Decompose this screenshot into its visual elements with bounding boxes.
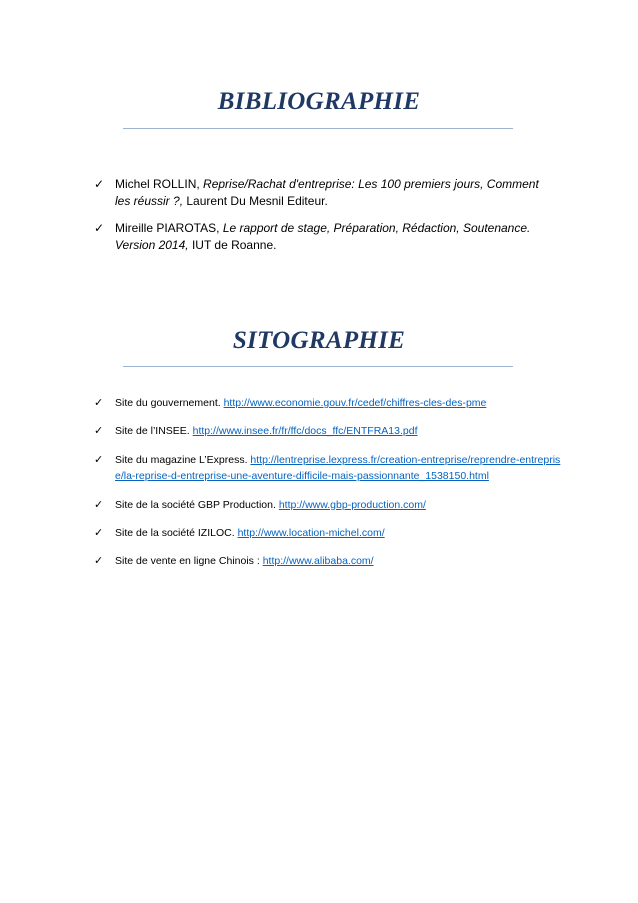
- bibliography-item: [94, 220, 554, 254]
- checkmark-icon: ✓: [94, 498, 104, 511]
- bibliography-author: Mireille PIAROTAS,: [115, 221, 220, 235]
- site-link[interactable]: http://www.economie.gouv.fr/cedef/chiffres-cles-des-pme: [223, 397, 487, 409]
- sitography-item: [94, 395, 554, 411]
- sitography-item-text: [115, 525, 554, 541]
- checkmark-icon: ✓: [94, 526, 104, 539]
- bibliography-item-text: [115, 176, 554, 210]
- checkmark-icon: ✓: [94, 424, 104, 437]
- sitography-item-text: [115, 452, 564, 484]
- sitography-item-text: [115, 423, 554, 439]
- bibliography-publisher: Laurent Du Mesnil Editeur.: [186, 194, 328, 208]
- site-link[interactable]: http://www.insee.fr/fr/ffc/docs_ffc/ENTFRA13.pdf: [192, 425, 418, 437]
- site-label: Site du gouvernement.: [115, 397, 221, 409]
- checkmark-icon: ✓: [94, 396, 104, 409]
- sitography-divider: [123, 366, 513, 367]
- site-label: Site de vente en ligne Chinois :: [115, 555, 260, 567]
- sitography-item: [94, 452, 564, 484]
- site-label: Site de la société GBP Production.: [115, 499, 276, 511]
- bibliography-title: Reprise/Rachat d'entreprise: Les 100 premiers jours, Comment les réussir ?,: [115, 177, 539, 208]
- sitography-item: [94, 525, 554, 541]
- bibliography-heading: BIBLIOGRAPHIE: [217, 88, 421, 115]
- site-link[interactable]: http://www.location-michel.com/: [237, 527, 385, 539]
- sitography-heading: SITOGRAPHIE: [232, 327, 406, 354]
- bibliography-item-text: [115, 220, 554, 254]
- bibliography-item: [94, 176, 554, 210]
- checkmark-icon: ✓: [94, 453, 104, 466]
- checkmark-icon: ✓: [94, 221, 105, 235]
- sitography-item: [94, 553, 554, 569]
- bibliography-title: Le rapport de stage, Préparation, Rédaction, Soutenance. Version 2014,: [115, 221, 531, 252]
- sitography-item-text: [115, 553, 554, 569]
- sitography-item-text: [115, 395, 554, 411]
- site-label: Site de la société IZILOC.: [115, 527, 235, 539]
- sitography-item: [94, 423, 554, 439]
- checkmark-icon: ✓: [94, 177, 105, 191]
- site-link[interactable]: http://lentreprise.lexpress.fr/creation-entreprise/reprendre-entreprise/la-reprise-d-entreprise-une-aventure-difficile-mais-passionnante_1538150.html: [115, 454, 561, 482]
- site-label: Site du magazine L’Express.: [115, 454, 248, 466]
- site-link[interactable]: http://www.gbp-production.com/: [278, 499, 426, 511]
- sitography-item: [94, 497, 554, 513]
- bibliography-publisher: IUT de Roanne.: [191, 238, 277, 252]
- sitography-item-text: [115, 497, 554, 513]
- bibliography-author: Michel ROLLIN,: [115, 177, 200, 191]
- checkmark-icon: ✓: [94, 554, 104, 567]
- site-link[interactable]: http://www.alibaba.com/: [262, 555, 374, 567]
- bibliography-divider: [123, 128, 513, 129]
- site-label: Site de l’INSEE.: [115, 425, 190, 437]
